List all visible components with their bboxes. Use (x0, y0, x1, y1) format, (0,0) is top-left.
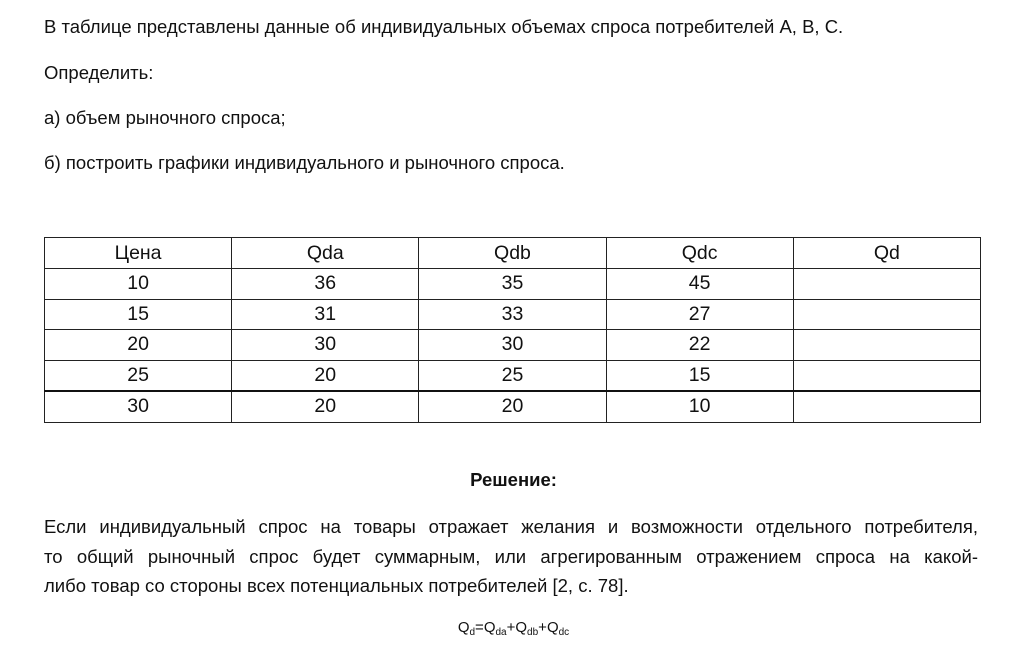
formula-subscript: dc (558, 627, 570, 638)
header-qda: Qda (232, 238, 419, 269)
table-cell: 27 (606, 299, 793, 330)
solution-heading: Решение: (470, 469, 557, 490)
table-row (45, 299, 981, 330)
table-row (45, 269, 981, 300)
formula-subscript: db (527, 627, 539, 638)
paragraph-line: Если индивидуальный спрос на товары отражает желания и возможности отдельного потребителя, (44, 516, 978, 537)
table-row (45, 330, 981, 361)
table-cell (793, 299, 980, 330)
table-cell: 10 (45, 269, 232, 300)
table-cell: 30 (419, 330, 606, 361)
task-item-a: а) объем рыночного спроса; (44, 107, 286, 128)
table-cell: 45 (606, 269, 793, 300)
formula-symbol: Q (483, 619, 496, 636)
paragraph-line: то общий рыночный спрос будет суммарным, или агрегированным отражением спроса на какой- (44, 545, 978, 567)
table-row (45, 391, 981, 422)
table-cell: 30 (232, 330, 419, 361)
formula-subscript: d (469, 627, 476, 638)
table-cell: 25 (419, 360, 606, 391)
table-cell (793, 391, 980, 422)
formula-symbol: Q (546, 619, 559, 636)
demand-table (44, 237, 981, 423)
table-cell: 31 (232, 299, 419, 330)
table-header-row (45, 238, 981, 269)
header-price: Цена (45, 238, 232, 269)
table-cell: 36 (232, 269, 419, 300)
table-cell: 20 (232, 391, 419, 422)
formula-operator: + (538, 619, 547, 636)
formula-symbol: Q (515, 619, 528, 636)
table-cell: 20 (232, 360, 419, 391)
header-qd: Qd (793, 238, 980, 269)
formula-operator: = (475, 619, 484, 636)
table-cell: 25 (45, 360, 232, 391)
table-cell: 33 (419, 299, 606, 330)
table-cell: 10 (606, 391, 793, 422)
task-item-b: б) построить графики индивидуального и рыночного спроса. (44, 152, 565, 173)
task-label: Определить: (44, 62, 154, 83)
table-cell: 20 (419, 391, 606, 422)
solution-paragraph (44, 512, 978, 601)
intro-text: В таблице представлены данные об индивидуальных объемах спроса потребителей А, В, С. (44, 16, 844, 37)
table-cell: 22 (606, 330, 793, 361)
formula-symbol: Q (457, 619, 470, 636)
table-row (45, 360, 981, 391)
table-cell (793, 269, 980, 300)
formula-subscript: da (495, 627, 507, 638)
table-cell: 20 (45, 330, 232, 361)
market-demand-formula (0, 618, 1027, 643)
table-cell: 15 (606, 360, 793, 391)
header-qdc: Qdc (606, 238, 793, 269)
table-cell: 35 (419, 269, 606, 300)
formula-operator: + (506, 619, 516, 636)
table-cell: 15 (45, 299, 232, 330)
table-cell: 30 (45, 391, 232, 422)
paragraph-line: либо товар со стороны всех потенциальных потребителей [2, с. 78]. (44, 575, 629, 596)
header-qdb: Qdb (419, 238, 606, 269)
table-cell (793, 360, 980, 391)
table-cell (793, 330, 980, 361)
